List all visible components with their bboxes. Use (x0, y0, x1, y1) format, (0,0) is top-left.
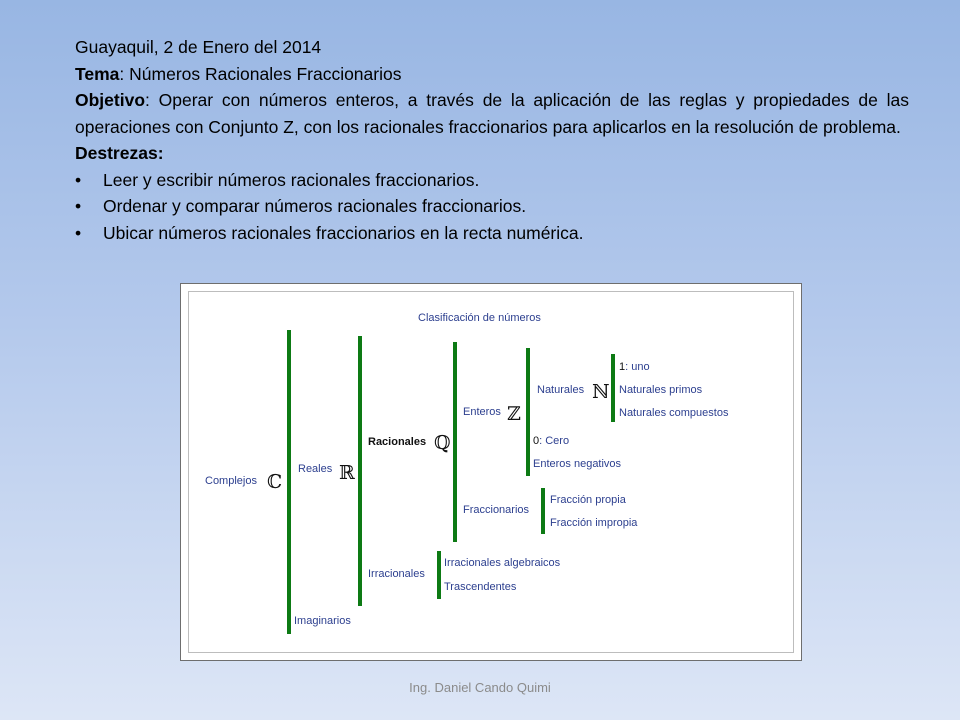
lesson-header (75, 34, 909, 246)
fraccionarios-label: Fraccionarios (463, 504, 530, 516)
destreza-item: • Ubicar números racionales fraccionarios en la recta numérica. (75, 220, 909, 247)
trascendentes-label: Trascendentes (444, 581, 517, 593)
cero-label: 0: Cero (533, 435, 570, 447)
reales-bracket (358, 336, 362, 606)
number-classification-diagram (180, 283, 802, 661)
real-set-symbol: ℝ (339, 462, 355, 484)
naturales-label: Naturales (537, 384, 585, 396)
integer-set-symbol: ℤ (507, 403, 521, 425)
footer-author: Ing. Daniel Cando Quimi (409, 680, 551, 695)
fraccionarios-bracket (541, 488, 545, 534)
objetivo-paragraph (75, 87, 909, 140)
racionales-label: Racionales (368, 436, 427, 448)
destreza-item: • Leer y escribir números racionales fraccionarios. (75, 167, 909, 194)
irracionales-algebraicos-label: Irracionales algebraicos (444, 557, 561, 569)
destreza-item: • Ordenar y comparar números racionales fraccionarios. (75, 193, 909, 220)
enteros-bracket (526, 348, 530, 476)
racionales-bracket (453, 342, 457, 542)
objetivo-value: : Operar con números enteros, a través de la aplicación de las reglas y propiedades de las operaciones con Conjunto Z, con los racionales fraccionarios para aplicarlos en la resolución de problema. (75, 90, 909, 137)
tema-line (75, 61, 909, 88)
enteros-label: Enteros (463, 406, 501, 418)
objetivo-label: Objetivo (75, 90, 146, 110)
naturales-compuestos-label: Naturales compuestos (619, 407, 729, 419)
uno-label: 1: uno (619, 361, 650, 373)
enteros-negativos-label: Enteros negativos (533, 458, 622, 470)
tema-label: Tema (75, 63, 120, 84)
rational-set-symbol: ℚ (434, 432, 451, 454)
destrezas-list (75, 167, 909, 247)
irracionales-bracket (437, 551, 441, 599)
imaginarios-label: Imaginarios (294, 615, 351, 627)
fraccion-propia-label: Fracción propia (550, 494, 626, 506)
destrezas-label: Destrezas: (75, 143, 164, 163)
irracionales-label: Irracionales (368, 568, 425, 580)
city-date: Guayaquil, 2 de Enero del 2014 (75, 37, 322, 57)
reales-label: Reales (298, 463, 333, 475)
complex-set-symbol: ℂ (267, 471, 283, 493)
diagram-title: Clasificación de números (418, 312, 541, 324)
natural-set-symbol: ℕ (592, 381, 610, 403)
naturales-primos-label: Naturales primos (619, 384, 703, 396)
fraccion-impropia-label: Fracción impropia (550, 517, 638, 529)
naturales-bracket (611, 354, 615, 422)
complejos-bracket (287, 330, 291, 634)
tema-value: : Números Racionales Fraccionarios (119, 63, 402, 84)
complejos-label: Complejos (205, 475, 257, 487)
